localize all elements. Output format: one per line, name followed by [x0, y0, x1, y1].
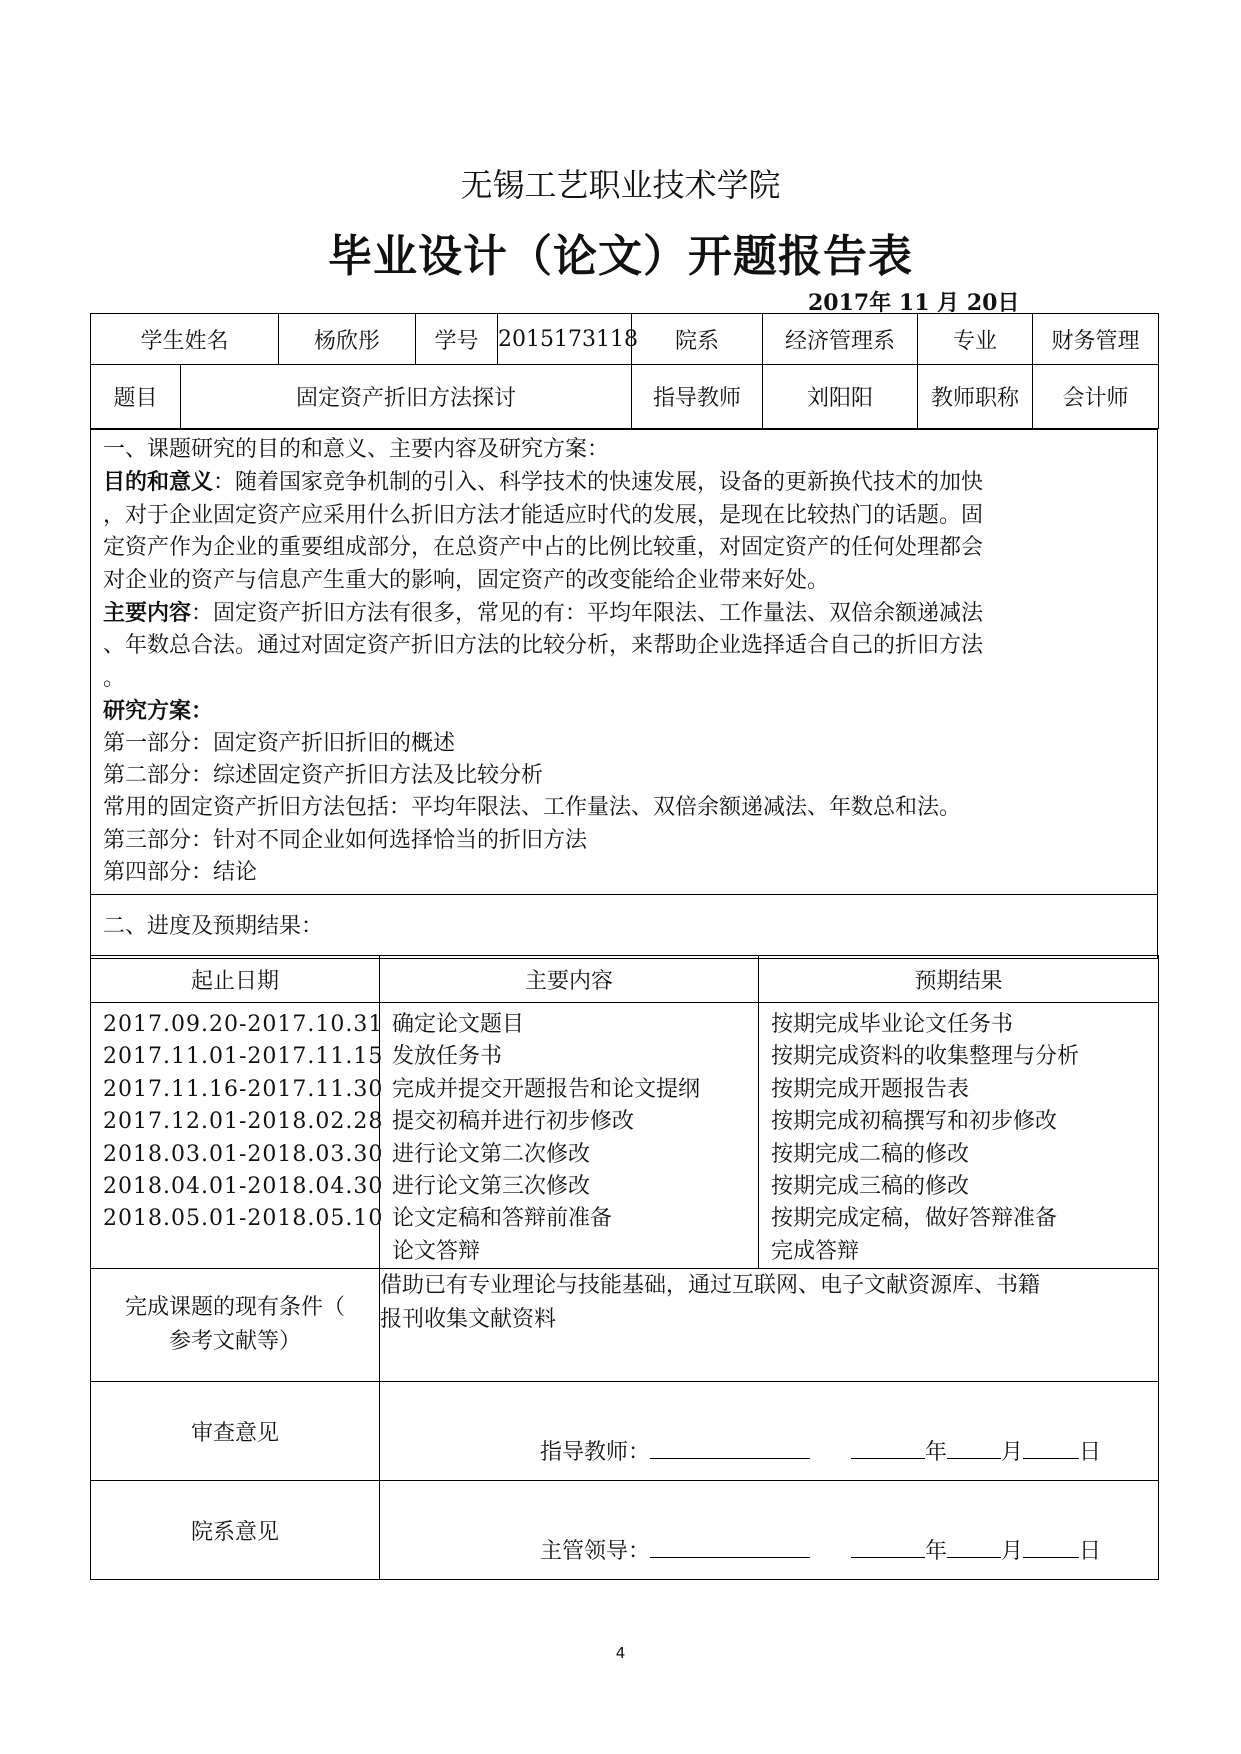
content-line: ：固定资产折旧方法有很多，常见的有：平均年限法、工作量法、双倍余额递减法 [191, 601, 984, 627]
student-id-label: 学号 [416, 314, 498, 365]
major: 财务管理 [1033, 314, 1159, 365]
plan-label: 研究方案： [103, 698, 214, 725]
section1-heading: 一、课题研究的目的和意义、主要内容及研究方案： [103, 437, 610, 462]
plan-line: 常用的固定资产折旧方法包括：平均年限法、工作量法、双倍余额递减法、年数总和法。 [103, 795, 962, 821]
purpose-line: 定资产作为企业的重要组成部分，在总资产中占的比例比较重，对固定资产的任何处理都会 [103, 535, 984, 561]
expected-result: 按期完成初稿撰写和初步修改 [771, 1109, 1058, 1135]
info-table [90, 313, 1159, 429]
col-header-content: 主要内容 [380, 956, 759, 1003]
advisor-signature-label: 指导教师： [540, 1440, 651, 1466]
plan-line: 第一部分：固定资产折旧折旧的概述 [103, 730, 456, 756]
results-cell [759, 1003, 1159, 1269]
expected-result: 完成答辩 [771, 1238, 860, 1264]
purpose-line: ，对于企业固定资产应采用什么折旧方法才能适应时代的发展，是现在比较热门的话题。固 [103, 502, 984, 528]
report-date: 2017年 11 月 20日 [808, 290, 1020, 316]
advisor-title: 会计师 [1033, 365, 1159, 429]
expected-result: 按期完成资料的收集整理与分析 [771, 1044, 1080, 1070]
task-content: 发放任务书 [392, 1044, 503, 1070]
dept-year-field[interactable] [851, 1533, 925, 1558]
form-title: 毕业设计（论文）开题报告表 [328, 231, 913, 282]
section1-cell [91, 430, 1158, 895]
review-day-label: 日 [1079, 1440, 1102, 1466]
schedule-table [90, 955, 1159, 1580]
student-name: 杨欣彤 [279, 314, 416, 365]
purpose-paragraph [103, 466, 1145, 499]
col-header-results: 预期结果 [759, 956, 1159, 1003]
dept-signature-line [540, 1533, 1101, 1565]
conditions-label-line: 参考文献等） [168, 1329, 301, 1355]
section2-cell [91, 894, 1158, 958]
advisor-signature-field[interactable] [650, 1434, 810, 1459]
date-range: 2018.03.01-2018.03.30 [103, 1141, 384, 1167]
section2-heading: 二、进度及预期结果： [103, 913, 324, 939]
review-signature-cell [380, 1382, 1159, 1481]
date-range: 2018.05.01-2018.05.10 [103, 1206, 384, 1232]
plan-line: 第四部分：结论 [103, 860, 258, 886]
topic: 固定资产折旧方法探讨 [181, 365, 632, 429]
expected-result: 按期完成开题报告表 [771, 1076, 970, 1102]
contents-cell [380, 1003, 759, 1269]
dept-day-label: 日 [1079, 1539, 1102, 1565]
task-content: 进行论文第三次修改 [392, 1174, 591, 1200]
content-line: 、年数总合法。通过对固定资产折旧方法的比较分析，来帮助企业选择适合自己的折旧方法 [103, 633, 984, 659]
date-range: 2017.11.01-2017.11.15 [103, 1044, 384, 1070]
dept-day-field[interactable] [1023, 1533, 1079, 1558]
task-content: 提交初稿并进行初步修改 [392, 1109, 635, 1135]
expected-result: 按期完成毕业论文任务书 [771, 1012, 1014, 1037]
plan-line: 第二部分：综述固定资产折旧方法及比较分析 [103, 763, 544, 789]
advisor-title-label: 教师职称 [918, 365, 1033, 429]
task-content: 完成并提交开题报告和论文提纲 [392, 1076, 701, 1102]
topic-label: 题目 [91, 365, 181, 429]
task-content: 确定论文题目 [392, 1012, 525, 1037]
content-line: 。 [103, 665, 126, 691]
content-label: 主要内容 [103, 600, 192, 627]
date-range: 2018.04.01-2018.04.30 [103, 1174, 384, 1200]
review-signature-line [540, 1434, 1101, 1466]
student-name-label: 学生姓名 [91, 314, 279, 365]
conditions-label [91, 1269, 380, 1382]
dept-opinion-label: 院系意见 [91, 1481, 380, 1580]
conditions-text-line: 借助已有专业理论与技能基础，通过互联网、电子文献资源库、书籍 [380, 1273, 1041, 1299]
purpose-line: 对企业的资产与信息产生重大的影响，固定资产的改变能给企业带来好处。 [103, 567, 830, 593]
review-year-label: 年 [925, 1440, 948, 1466]
date-range: 2017.12.01-2018.02.28 [103, 1109, 384, 1135]
task-content: 论文定稿和答辩前准备 [392, 1206, 613, 1232]
advisor: 刘阳阳 [763, 365, 918, 429]
review-month-field[interactable] [947, 1434, 1001, 1459]
task-content: 进行论文第二次修改 [392, 1141, 591, 1167]
major-label: 专业 [918, 314, 1033, 365]
purpose-label: 目的和意义 [103, 469, 214, 496]
review-year-field[interactable] [851, 1434, 925, 1459]
department-label: 院系 [632, 314, 763, 365]
review-day-field[interactable] [1023, 1434, 1079, 1459]
leader-signature-label: 主管领导： [540, 1539, 651, 1565]
expected-result: 按期完成定稿，做好答辩准备 [771, 1206, 1058, 1232]
conditions-text-line: 报刊收集文献资料 [380, 1307, 557, 1333]
department: 经济管理系 [763, 314, 918, 365]
student-id: 2015173118 [498, 314, 632, 365]
expected-result: 按期完成二稿的修改 [771, 1141, 970, 1167]
date-range: 2017.11.16-2017.11.30 [103, 1076, 384, 1102]
review-label: 审查意见 [91, 1382, 380, 1481]
dept-signature-cell [380, 1481, 1159, 1580]
purpose-line: ：随着国家竞争机制的引入、科学技术的快速发展，设备的更新换代技术的加快 [213, 470, 984, 496]
dept-year-label: 年 [925, 1539, 948, 1565]
conditions-label-line: 完成课题的现有条件（ [124, 1295, 345, 1321]
expected-result: 按期完成三稿的修改 [771, 1174, 970, 1200]
dates-cell [91, 1003, 384, 1269]
leader-signature-field[interactable] [650, 1533, 810, 1558]
advisor-label: 指导教师 [632, 365, 763, 429]
content-paragraph [103, 597, 1145, 630]
research-plan-table [90, 429, 1158, 959]
conditions-text [380, 1269, 1159, 1382]
review-month-label: 月 [1001, 1440, 1024, 1466]
col-header-dates: 起止日期 [91, 956, 380, 1003]
date-range: 2017.09.20-2017.10.31 [103, 1012, 384, 1037]
dept-month-label: 月 [1001, 1539, 1024, 1565]
page-number: 4 [615, 1644, 626, 1662]
dept-month-field[interactable] [947, 1533, 1001, 1558]
task-content: 论文答辩 [392, 1238, 481, 1264]
school-name: 无锡工艺职业技术学院 [460, 166, 781, 204]
plan-line: 第三部分：针对不同企业如何选择恰当的折旧方法 [103, 827, 588, 853]
